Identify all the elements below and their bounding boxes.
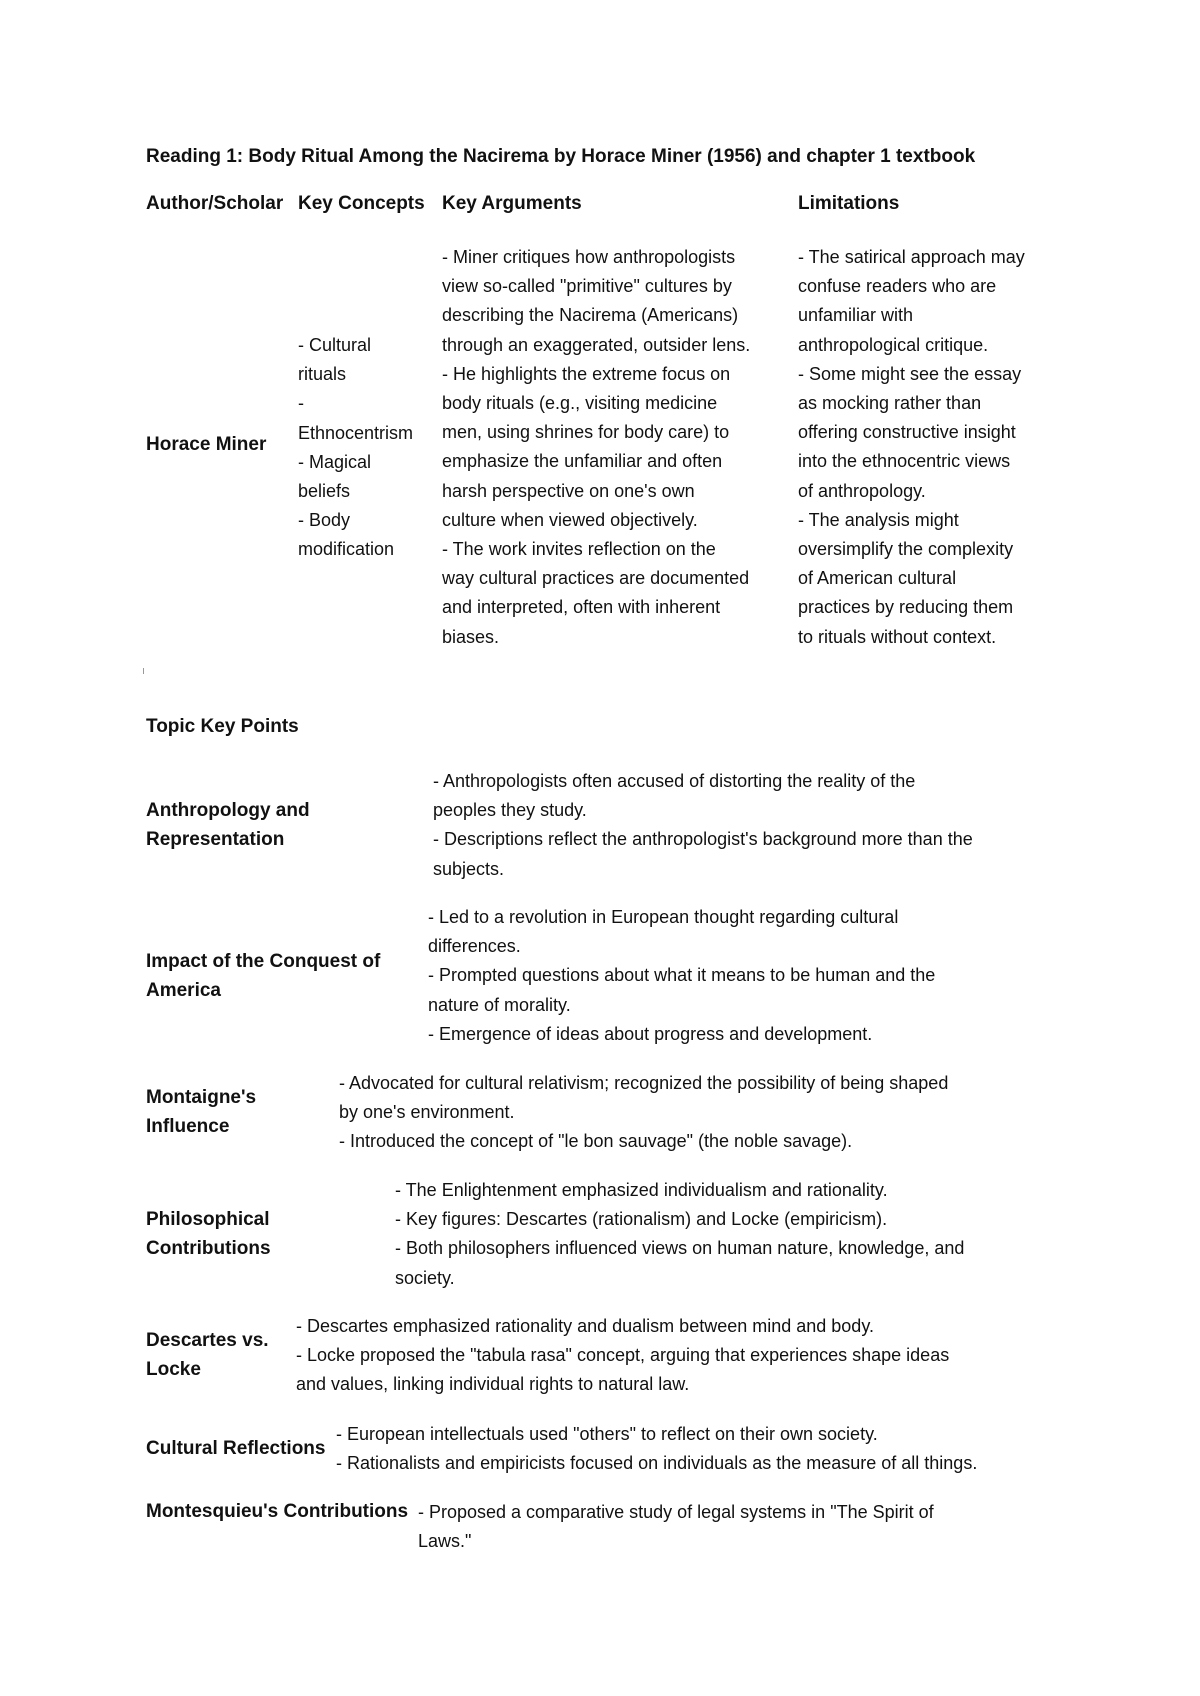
header-key-arguments: Key Arguments bbox=[442, 193, 582, 214]
text-line: - Rationalists and empiricists focused on individuals as the measure of all things. bbox=[336, 1453, 978, 1474]
limitations-cell bbox=[798, 243, 1025, 652]
author-cell: Horace Miner bbox=[146, 434, 267, 455]
label-line: Montesquieu's Contributions bbox=[146, 1501, 409, 1522]
text-line: emphasize the unfamiliar and often bbox=[442, 451, 723, 472]
header-author-scholar: Author/Scholar bbox=[146, 193, 284, 214]
topic-label-descartes-locke bbox=[146, 1326, 269, 1384]
label-line: Cultural Reflections bbox=[146, 1438, 326, 1459]
text-line: - Descriptions reflect the anthropologist's background more than the bbox=[433, 829, 973, 850]
label-line: Representation bbox=[146, 829, 285, 850]
text-line: nature of morality. bbox=[428, 994, 571, 1015]
text-line: - Descartes emphasized rationality and dualism between mind and body. bbox=[296, 1316, 874, 1336]
text-line: men, using shrines for body care) to bbox=[442, 422, 730, 443]
label-line: Locke bbox=[146, 1359, 201, 1380]
topic-label-cultural-reflections bbox=[146, 1434, 325, 1463]
text-line: view so-called "primitive" cultures by bbox=[442, 276, 732, 297]
text-line: - He highlights the extreme focus on bbox=[442, 363, 731, 384]
header-limitations: Limitations bbox=[798, 193, 900, 214]
text-line: rituals bbox=[298, 364, 347, 385]
label-line: Contributions bbox=[146, 1238, 271, 1259]
key-points-title: Topic Key Points bbox=[146, 716, 299, 737]
topic-text-cultural-reflections bbox=[336, 1420, 977, 1478]
label-line: Philosophical bbox=[146, 1209, 270, 1230]
text-line: into the ethnocentric views bbox=[798, 451, 1011, 472]
key-arguments-cell bbox=[442, 243, 750, 652]
text-line: of anthropology. bbox=[798, 480, 926, 501]
topic-text-montaigne bbox=[339, 1069, 948, 1157]
text-line: - European intellectuals used "others" to reflect on their own society. bbox=[336, 1424, 878, 1444]
text-line: confuse readers who are bbox=[798, 276, 997, 297]
text-line: of American cultural bbox=[798, 568, 957, 589]
text-line: practices by reducing them bbox=[798, 597, 1014, 618]
topic-label-montaigne bbox=[146, 1083, 256, 1141]
text-line: - Prompted questions about what it means to be human and the bbox=[428, 965, 936, 986]
topic-text-philosophical bbox=[395, 1176, 964, 1293]
text-line: - Locke proposed the "tabula rasa" concept, arguing that experiences shape ideas bbox=[296, 1345, 950, 1366]
text-line: culture when viewed objectively. bbox=[442, 509, 698, 530]
text-line: - Proposed a comparative study of legal systems in "The Spirit of bbox=[418, 1502, 934, 1522]
text-line: to rituals without context. bbox=[798, 626, 997, 647]
topic-text-anthropology bbox=[433, 767, 973, 884]
text-line: - Anthropologists often accused of distorting the reality of the bbox=[433, 771, 916, 791]
text-line: by one's environment. bbox=[339, 1102, 515, 1123]
text-line: - Cultural bbox=[298, 335, 372, 355]
text-line: - Led to a revolution in European thought regarding cultural bbox=[428, 907, 899, 927]
text-line: - The work invites reflection on the bbox=[442, 539, 716, 560]
text-line: describing the Nacirema (Americans) bbox=[442, 305, 739, 326]
label-line: Influence bbox=[146, 1116, 230, 1137]
key-concepts-cell bbox=[298, 331, 413, 565]
text-line: and interpreted, often with inherent bbox=[442, 597, 721, 618]
text-line: offering constructive insight bbox=[798, 422, 1016, 443]
text-line: way cultural practices are documented bbox=[442, 568, 750, 589]
label-line: Anthropology and bbox=[146, 800, 310, 821]
text-line: body rituals (e.g., visiting medicine bbox=[442, 393, 718, 414]
text-line: beliefs bbox=[298, 481, 351, 502]
text-line: - Magical bbox=[298, 451, 372, 472]
divider-mark bbox=[143, 668, 144, 674]
topic-label-montesquieu bbox=[146, 1497, 408, 1526]
text-line: - bbox=[298, 393, 304, 414]
text-line: as mocking rather than bbox=[798, 393, 982, 414]
label-line: Montaigne's bbox=[146, 1087, 257, 1108]
topic-label-conquest bbox=[146, 947, 380, 1005]
text-line: - Advocated for cultural relativism; recognized the possibility of being shaped bbox=[339, 1073, 949, 1093]
text-line: - Some might see the essay bbox=[798, 363, 1022, 384]
text-line: biases. bbox=[442, 626, 500, 647]
topic-label-philosophical bbox=[146, 1205, 271, 1263]
text-line: - The Enlightenment emphasized individualism and rationality. bbox=[395, 1180, 888, 1200]
text-line: unfamiliar with bbox=[798, 305, 914, 326]
topic-text-conquest bbox=[428, 903, 935, 1049]
text-line: - Miner critiques how anthropologists bbox=[442, 247, 736, 267]
text-line: peoples they study. bbox=[433, 800, 587, 821]
text-line: oversimplify the complexity bbox=[798, 539, 1014, 560]
header-key-concepts: Key Concepts bbox=[298, 193, 425, 214]
text-line: modification bbox=[298, 539, 395, 560]
text-line: society. bbox=[395, 1267, 455, 1288]
text-line: differences. bbox=[428, 936, 521, 957]
topic-text-descartes-locke bbox=[296, 1312, 949, 1400]
text-line: Ethnocentrism bbox=[298, 422, 414, 443]
label-line: Impact of the Conquest of bbox=[146, 951, 381, 972]
text-line: - The analysis might bbox=[798, 509, 959, 530]
label-line: America bbox=[146, 980, 221, 1001]
document-title: Reading 1: Body Ritual Among the Nacirema by Horace Miner (1956) and chapter 1 textbook bbox=[146, 146, 976, 167]
text-line: - Body bbox=[298, 510, 351, 531]
topic-label-anthropology bbox=[146, 796, 310, 854]
text-line: - Both philosophers influenced views on human nature, knowledge, and bbox=[395, 1238, 965, 1259]
text-line: anthropological critique. bbox=[798, 334, 989, 355]
topic-text-montesquieu bbox=[418, 1498, 934, 1556]
text-line: and values, linking individual rights to natural law. bbox=[296, 1374, 690, 1395]
label-line: Descartes vs. bbox=[146, 1330, 269, 1351]
text-line: - Key figures: Descartes (rationalism) and Locke (empiricism). bbox=[395, 1209, 888, 1230]
text-line: subjects. bbox=[433, 858, 505, 879]
text-line: Laws." bbox=[418, 1531, 472, 1552]
text-line: - Introduced the concept of "le bon sauvage" (the noble savage). bbox=[339, 1131, 853, 1152]
text-line: - Emergence of ideas about progress and development. bbox=[428, 1023, 873, 1044]
text-line: through an exaggerated, outsider lens. bbox=[442, 334, 751, 355]
text-line: - The satirical approach may bbox=[798, 247, 1025, 267]
text-line: harsh perspective on one's own bbox=[442, 480, 695, 501]
